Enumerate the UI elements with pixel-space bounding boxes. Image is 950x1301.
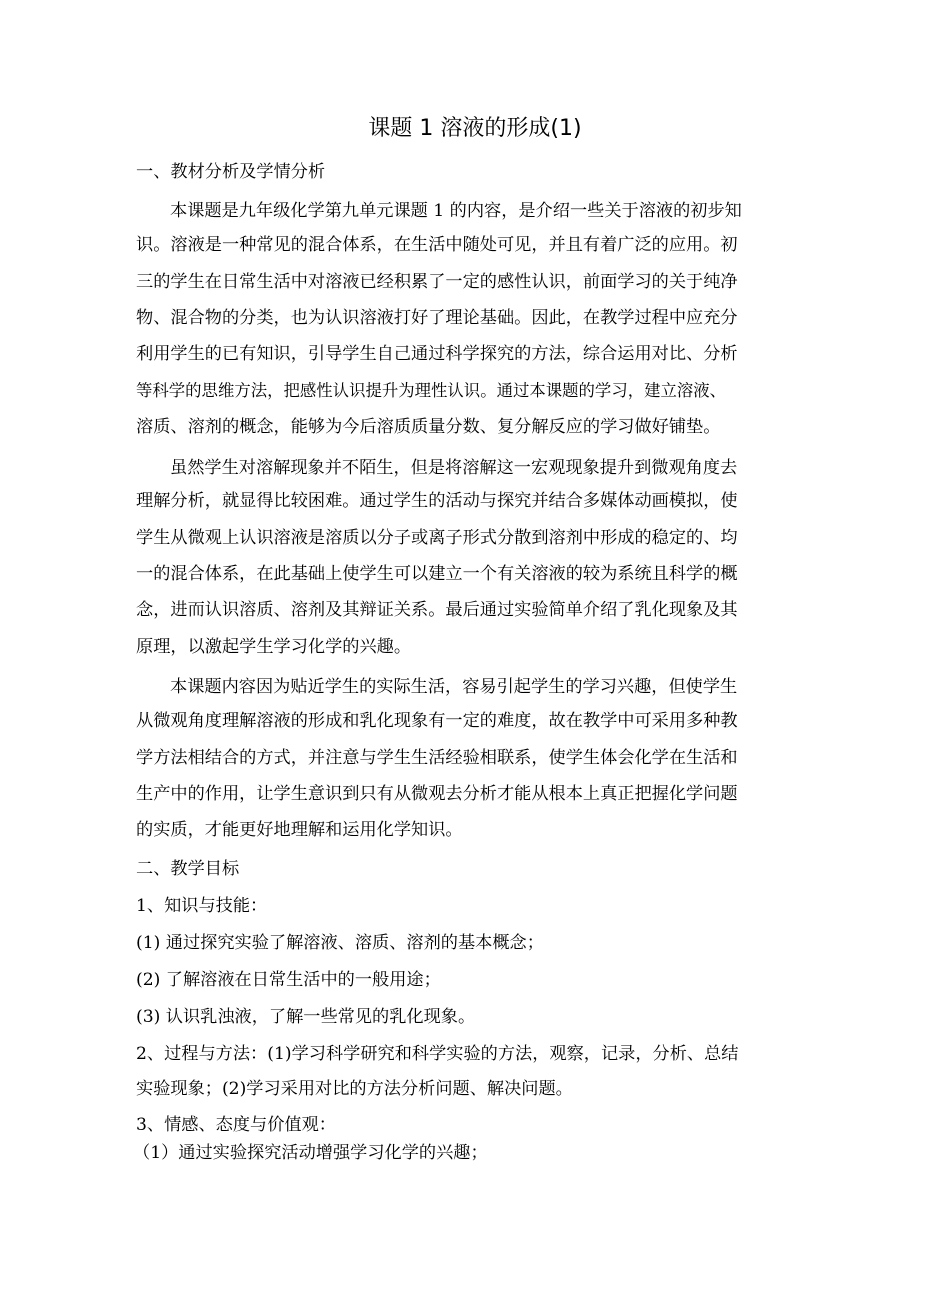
list-item: (1) 通过探究实验了解溶液、溶质、溶剂的基本概念； xyxy=(136,933,544,953)
paragraph-line: 等科学的思维方法，把感性认识提升为理性认识。通过本课题的学习，建立溶液、 xyxy=(136,381,727,400)
paragraph-line: 2、过程与方法：(1)学习科学研究和科学实验的方法，观察，记录，分析、总结 xyxy=(136,1044,739,1064)
paragraph-line: 念，进而认识溶质、溶剂及其辩证关系。最后通过实验简单介绍了乳化现象及其 xyxy=(136,600,738,620)
paragraph-line: 从微观角度理解溶液的形成和乳化现象有一定的难度，故在教学中可采用多种教 xyxy=(136,711,738,731)
paragraph-line: 的实质，才能更好地理解和运用化学知识。 xyxy=(136,820,463,840)
subheading-attitudes: 3、情感、态度与价值观： xyxy=(136,1115,336,1135)
paragraph-line: 识。溶液是一种常见的混合体系，在生活中随处可见，并且有着广泛的应用。初 xyxy=(136,235,738,255)
paragraph-line: 一的混合体系，在此基础上使学生可以建立一个有关溶液的较为系统且科学的概 xyxy=(136,564,738,584)
page-title: 课题 1 溶液的形成(1) xyxy=(368,116,582,141)
paragraph-line: 原理，以激起学生学习化学的兴趣。 xyxy=(136,637,412,657)
paragraph-line: 本课题内容因为贴近学生的实际生活，容易引起学生的学习兴趣，但使学生 xyxy=(170,677,738,697)
paragraph-line: 三的学生在日常生活中对溶液已经积累了一定的感性认识，前面学习的关于纯净 xyxy=(136,272,738,292)
paragraph-line: 理解分析，就显得比较困难。通过学生的活动与探究并结合多媒体动画模拟，使 xyxy=(136,491,738,511)
list-item: (2) 了解溶液在日常生活中的一般用途； xyxy=(136,970,441,990)
paragraph-line: 利用学生的已有知识，引导学生自己通过科学探究的方法，综合运用对比、分析 xyxy=(136,344,738,364)
paragraph-line: 虽然学生对溶解现象并不陌生，但是将溶解这一宏观现象提升到微观角度去 xyxy=(170,458,738,478)
paragraph-line: 物、混合物的分类，也为认识溶液打好了理论基础。因此，在教学过程中应充分 xyxy=(136,308,738,328)
paragraph-line: 生产中的作用，让学生意识到只有从微观去分析才能从根本上真正把握化学问题 xyxy=(136,784,738,804)
paragraph-line: 本课题是九年级化学第九单元课题 1 的内容，是介绍一些关于溶液的初步知 xyxy=(170,201,742,221)
paragraph-line: 溶质、溶剂的概念，能够为今后溶质质量分数、复分解反应的学习做好铺垫。 xyxy=(136,417,721,437)
paragraph-line: 学方法相结合的方式，并注意与学生生活经验相联系，使学生体会化学在生活和 xyxy=(136,748,738,768)
subheading-knowledge: 1、知识与技能： xyxy=(136,896,268,916)
section-heading-objectives: 二、教学目标 xyxy=(136,859,240,879)
paragraph-line: 学生从微观上认识溶液是溶质以分子或离子形式分散到溶剂中形成的稳定的、均 xyxy=(136,528,738,548)
paragraph-line: 实验现象；(2)学习采用对比的方法分析问题、解决问题。 xyxy=(136,1079,573,1099)
section-heading-analysis: 一、教材分析及学情分析 xyxy=(136,162,326,182)
list-item: （1）通过实验探究活动增强学习化学的兴趣； xyxy=(133,1143,488,1163)
list-item: (3) 认识乳浊液，了解一些常见的乳化现象。 xyxy=(136,1007,476,1027)
